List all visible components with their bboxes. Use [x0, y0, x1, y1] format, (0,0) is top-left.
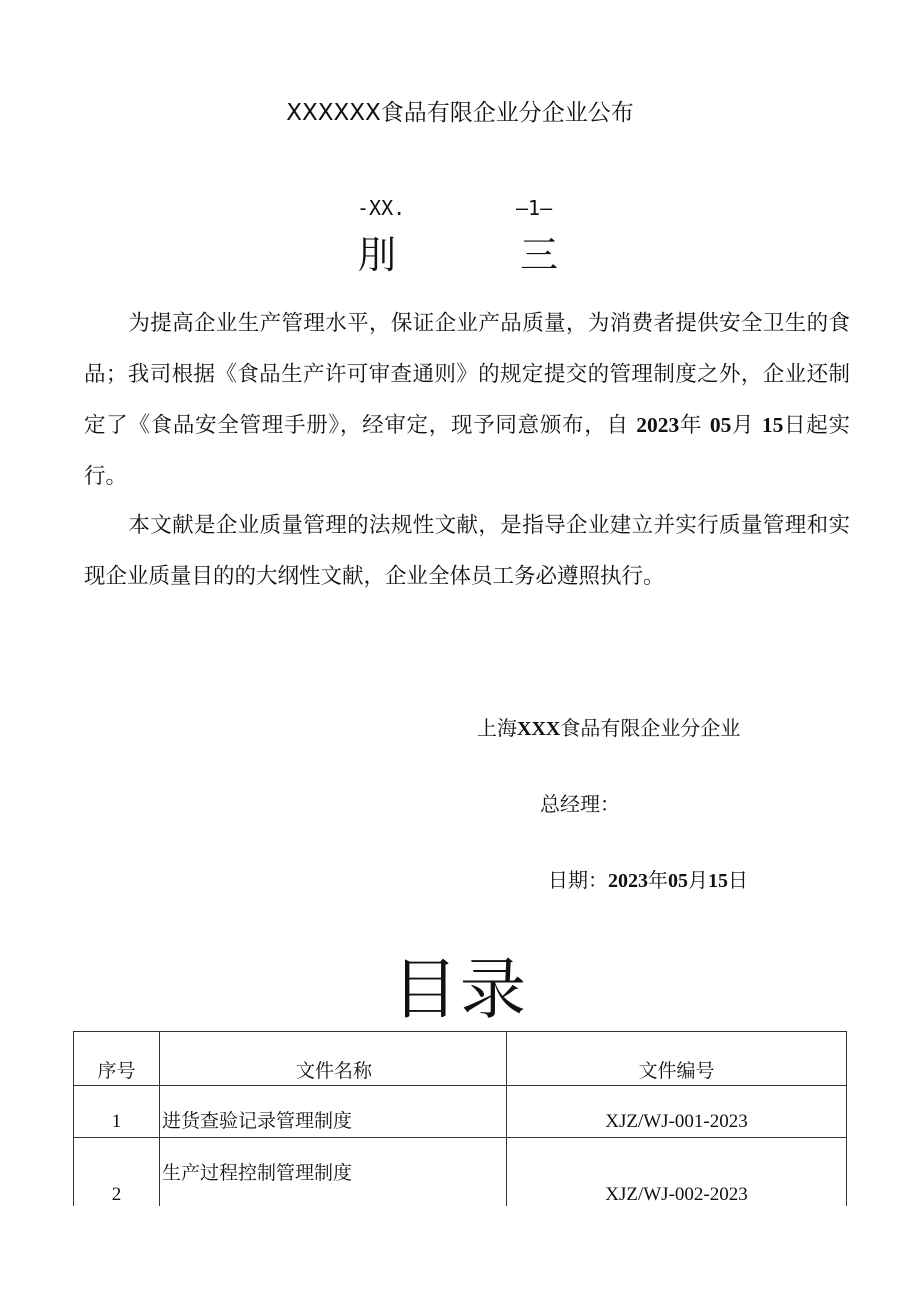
preface-mark-right: —1—	[516, 196, 553, 220]
table-row	[74, 1138, 847, 1207]
paragraph-1-text: 为提高企业生产管理水平，保证企业产品质量，为消费者提供安全卫生的食品；我司根据《食品生产许可审查通则》的规定提交的管理制度之外，企业还制定了《食品安全管理手册》，经审定，现予同意颁布，自	[84, 311, 850, 438]
toc-row-name: 进货查验记录管理制度	[160, 1086, 507, 1138]
preface-mark-left: -XX.	[357, 196, 406, 220]
toc-header-row	[74, 1032, 847, 1086]
date-label: 日期：	[548, 868, 608, 892]
date-month: 05	[668, 870, 688, 892]
toc-row-seq: 2	[74, 1138, 160, 1207]
preface-paragraph-1	[84, 298, 850, 502]
effective-year-unit: 年	[679, 413, 703, 438]
toc-row-name: 生产过程控制管理制度	[160, 1138, 507, 1207]
date-year: 2023	[608, 870, 648, 892]
toc-header-name: 文件名称	[160, 1032, 507, 1086]
company-suffix: 食品有限企业分企业	[560, 716, 741, 740]
signature-manager-label: 总经理：	[540, 792, 620, 816]
date-month-unit: 月	[688, 868, 708, 892]
table-row	[74, 1086, 847, 1138]
toc-table	[73, 1031, 847, 1206]
effective-day: 15	[761, 413, 784, 437]
signature-company	[477, 712, 740, 741]
toc-row-seq: 1	[74, 1086, 160, 1138]
date-day: 15	[708, 870, 728, 892]
toc-row-code: XJZ/WJ-001-2023	[507, 1086, 847, 1138]
company-name-bold: XXX	[517, 718, 561, 740]
toc-header-code: 文件编号	[507, 1032, 847, 1086]
date-year-unit: 年	[648, 868, 668, 892]
effective-month: 05	[709, 413, 732, 437]
toc-header-seq: 序号	[74, 1032, 160, 1086]
preface-title-left: 刖	[358, 233, 397, 277]
preface-paragraph-2	[84, 500, 850, 602]
effective-month-unit: 月	[731, 413, 755, 438]
effective-year: 2023	[636, 413, 680, 437]
paragraph-1-tail: 日起实行。	[84, 413, 850, 489]
toc-row-code: XJZ/WJ-002-2023	[507, 1138, 847, 1207]
toc-title: 目录	[392, 951, 528, 1028]
paragraph-2-text: 本文献是企业质量管理的法规性文献，是指导企业建立并实行质量管理和实现企业质量目的的大纲性文献，企业全体员工务必遵照执行。	[84, 513, 850, 589]
company-prefix: 上海	[477, 716, 517, 740]
signature-date	[548, 864, 748, 893]
date-day-unit: 日	[728, 868, 748, 892]
preface-title-right: 三	[520, 233, 559, 277]
document-header-title: XXXXXX食品有限企业分企业公布	[286, 100, 634, 126]
